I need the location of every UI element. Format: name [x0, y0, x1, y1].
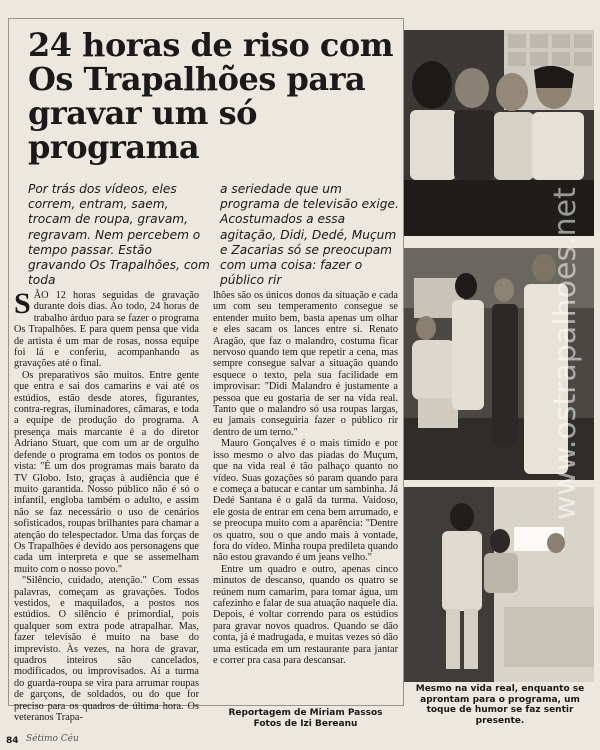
watermark [545, 180, 585, 520]
magazine-name: Sétimo Céu [26, 734, 79, 744]
paragraph: "Silêncio, cuidado, atenção." Com essas palavras, começam as gravações. Todos vestidos, e maquilados, a postos nos estúdios. O silêncio é primordial, pois qualquer som extra pode atrapalhar. Mas, fazer televisão é muito na base do imprevisto. Às vezes, na hora de gravar, quadros inteiros são cancelados, modificados, ou improvisados. Aí a turma do guarda-roupa se vira para arrumar roupas de garçons, de soldados, ou do que for preciso para os quadros de última hora. Os veteranos Trapa- [14, 575, 199, 724]
photo-caption: Mesmo na vida real, enquanto se aprontam para o programa, um toque de humor se faz sentir presente. [415, 684, 585, 726]
byline-photographer: Fotos de Izi Bereanu [253, 719, 358, 729]
watermark-text: www.ostrapalhoes.net [548, 187, 583, 520]
intro-text-right: a seriedade que um programa de televisão exige. Acostumados a essa agitação, Didi, Dedé, Muçum e Zacarias só se preocupam com uma coisa: fazer o público rir [220, 182, 399, 288]
body-column-1 [14, 287, 199, 724]
paragraph: lhões são os únicos donos da situação e cada um com seu temperamento consegue se entender muito bem, basta apenas um olhar e eles sacam os lances entre si. Renato Aragão, que faz o malandro, costuma ficar nervoso quando tem que repetir a cena, mas sempre consegue salvar a situação quando esquece o texto, pela sua facilidade em improvisar: "Didi Malandro é justamente a pessoa que eu gostaria de ser na vida real. Tanto que o malandro só usa roupas largas, eu jamais conseguiria fazer o público rir dentro de um terno." [213, 290, 398, 438]
paragraph: Mauro Gonçalves é o mais tímido e por isso mesmo o alvo das piadas do Muçum, que na vida real é tão palhaço quanto no vídeo. Suas gozações só param quando para e começa a batucar e cantar um sambinha. Já Dedé Santana é o galã da turma. Vaidoso, ele gosta de entrar em cena bem arrumado, e se preocupa muito com a aparência: "Dentre os quatro, sou o que ando mais à vontade, fora do vídeo. Minha roupa predileta quando não estou gravando é um jeans velho." [213, 438, 398, 564]
paragraph: Entre um quadro e outro, apenas cinco minutos de descanso, quando os quatro se reúnem num camarim, para tomar água, um cafezinho e falar de sua atuação naquele dia. Depois, é voltar correndo para os estúdios para gravar novos quadros. Quando se dão conta, já é madrugada, e muitas vezes só dão uma esticada em um restaurante para jantar e correr pra casa para descansar. [213, 563, 398, 666]
article-title: 24 horas de riso com Os Trapalhões para gravar um só programa [28, 26, 394, 166]
byline-reporter: Reportagem de Miriam Passos [228, 708, 383, 718]
byline [213, 708, 398, 730]
intro-text-left: Por trás dos vídeos, eles correm, entram, saem, trocam de roupa, gravam, regravam. Nem percebem o tempo passar. Estão gravando Os Trapalhões, com toda [28, 182, 210, 288]
drop-cap: S [14, 287, 31, 320]
paragraph: ÃO 12 horas seguidas de gravação durante dois dias. Ao todo, 24 horas de trabalho árduo para se fazer o programa Os Trapalhões. E para quem pensa que vida de artista é um mar de rosas, nossa equipe foi lá e conferiu, acompanhando as gravações até o final. [14, 290, 199, 370]
page-number: 84 [6, 736, 19, 746]
paragraph: Os preparativos são muitos. Entre gente que entra e sai dos camarins e vai até os estúdios, estão desde atores, figurantes, contra-regras, iluminadores, câmaras, e toda a equipe de produção do programa. A presença mais marcante é a do diretor Adriano Stuart, que com um ar de orgulho defende o programa em todos os pontos de vista: "É um dos programas mais barato da TV Globo. Isto, graças à audiência que é muito garantida. Nosso público não é só o infantil, engloba também o adulto, e assim não se faz necessário o uso de cenários sofisticados, roupas brilhantes para chamar a atenção do telespectador. Uma das forças de Os Trapalhões é devido aos personagens que cada um interpreta e que se assemelham muito com o nosso povo." [14, 369, 199, 575]
body-column-2 [213, 290, 398, 666]
